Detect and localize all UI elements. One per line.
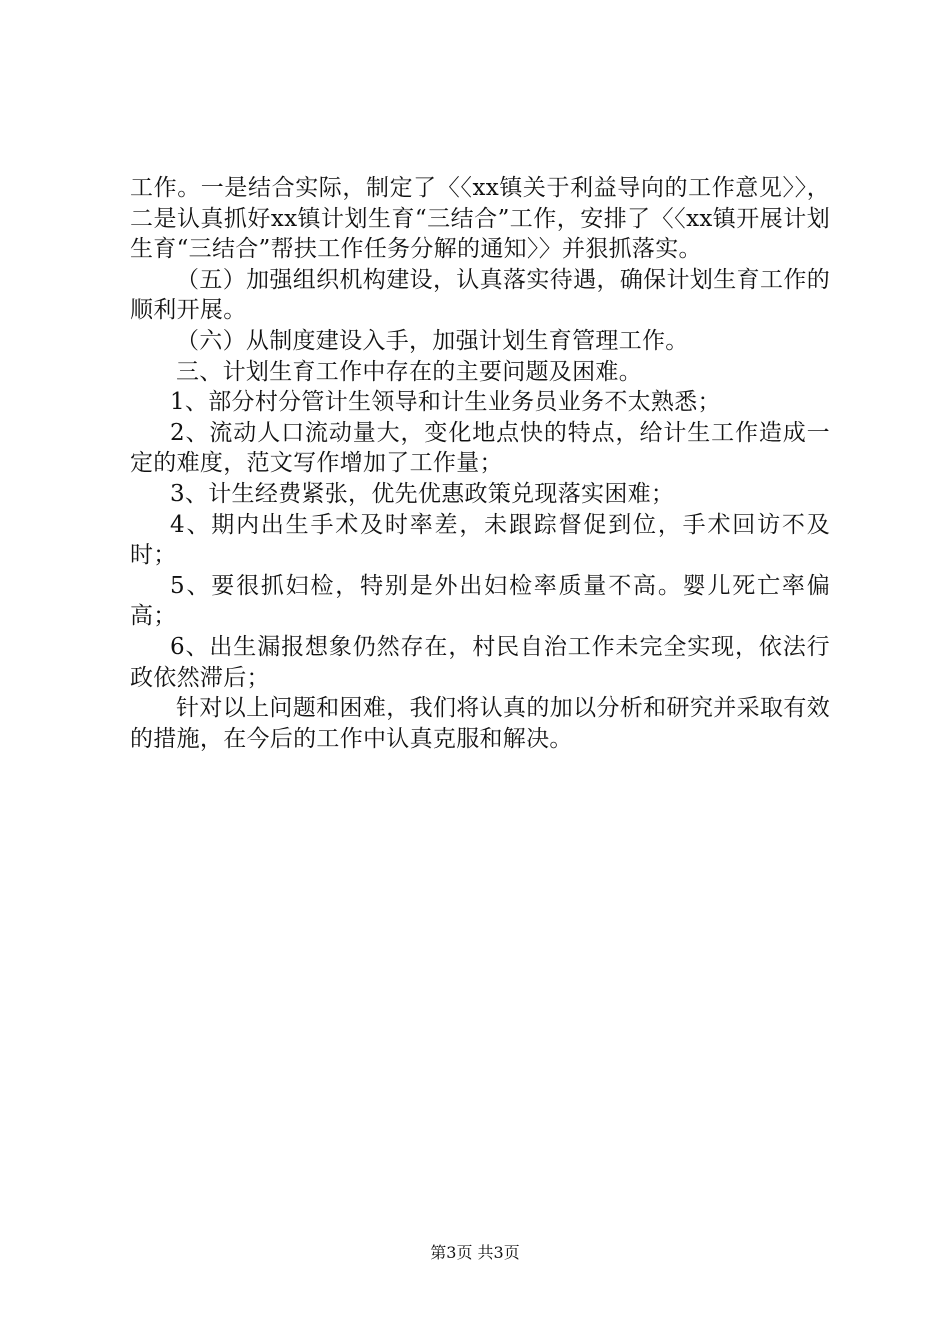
paragraph-heading-problems: 三、计划生育工作中存在的主要问题及困难。 <box>176 358 642 385</box>
paragraph-section-five: （五）加强组织机构建设，认真落实待遇，确保计划生育工作的顺利开展。 <box>130 266 830 324</box>
paragraph-item-3: 3、计生经费紧张，优先优惠政策兑现落实困难； <box>170 480 675 507</box>
paragraph-item-2: 2、流动人口流动量大，变化地点快的特点，给计生工作造成一定的难度，范文写作增加了工作量； <box>130 419 830 477</box>
paragraph-continuation: 工作。一是结合实际，制定了〈〈xx镇关于利益导向的工作意见〉〉，二是认真抓好xx镇计划生育“三结合”工作，安排了〈〈xx镇开展计划生育“三结合”帮扶工作任务分解的通知〉〉并狠抓落实。 <box>130 175 830 263</box>
paragraph-item-1: 1、部分村分管计生领导和计生业务员业务不太熟悉； <box>170 389 721 416</box>
paragraph-section-six: （六）从制度建设入手，加强计划生育管理工作。 <box>176 327 689 354</box>
document-body <box>130 173 830 754</box>
paragraph-conclusion: 针对以上问题和困难，我们将认真的加以分析和研究并采取有效的措施，在今后的工作中认真克服和解决。 <box>130 695 830 752</box>
paragraph-item-6: 6、出生漏报想象仍然存在，村民自治工作未完全实现，依法行政依然滞后； <box>130 633 830 691</box>
paragraph-item-5: 5、要很抓妇检，特别是外出妇检率质量不高。婴儿死亡率偏高； <box>130 572 830 630</box>
paragraph-item-4: 4、期内出生手术及时率差，未跟踪督促到位，手术回访不及时； <box>130 511 830 569</box>
page-number-label: 第3页 共3页 <box>430 1243 520 1262</box>
page-footer <box>0 1243 950 1263</box>
